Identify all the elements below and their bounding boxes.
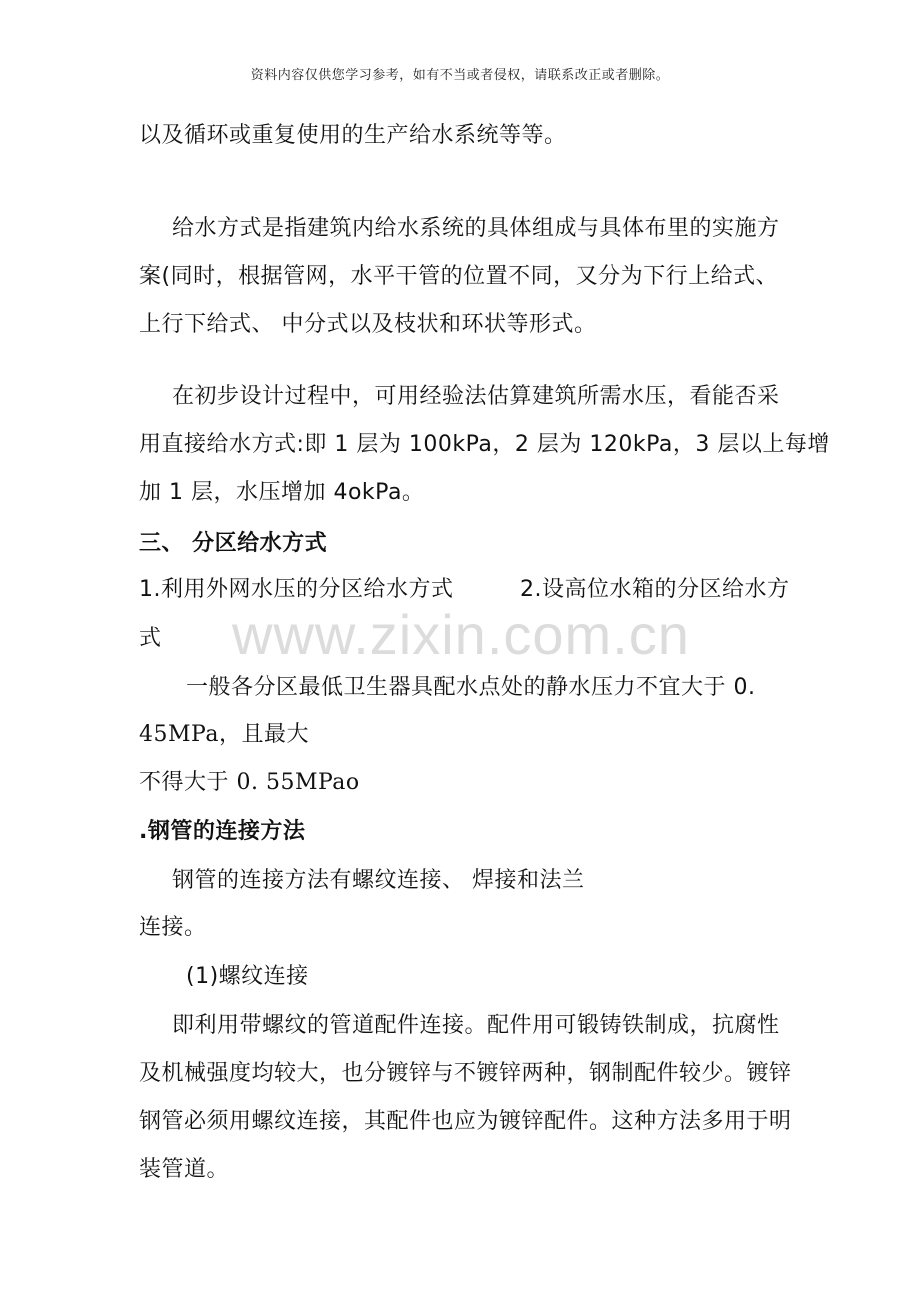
paragraph-line: 及机械强度均较大，也分镀锌与不镀锌两种，钢制配件较少。镀锌 [139,1061,792,1086]
paragraph-line: 给水方式是指建筑内给水系统的具体组成与具体布里的实施方 [172,216,780,241]
paragraph-line: 用直接给水方式:即 1 层为 100kPa，2 层为 120kPa，3 层以上每增 [139,432,830,457]
list-item: 2.设高位水箱的分区给水方 [520,577,790,602]
paragraph-line: 一般各分区最低卫生器具配水点处的静水压力不宜大于 0. [186,675,756,700]
paragraph-line: 案(同时，根据管网，水平干管的位置不同，又分为下行上给式、 [139,264,779,289]
paragraph-line: 钢管必须用螺纹连接，其配件也应为镀锌配件。这种方法多用于明 [139,1109,792,1134]
watermark: www.zixin.com.cn [232,603,690,666]
paragraph-line: 即利用带螺纹的管道配件连接。配件用可锻铸铁制成，抗腐性 [172,1013,780,1038]
paragraph-line: 连接。 [139,915,207,940]
paragraph-line: 上行下给式、 中分式以及枝状和环状等形式。 [139,312,597,337]
list-item: 1.利用外网水压的分区给水方式 [139,577,454,602]
paragraph-line: 式 [139,626,162,651]
subsection-heading: (1)螺纹连接 [186,964,309,989]
paragraph-line: 在初步设计过程中，可用经验法估算建筑所需水压，看能否采 [172,384,780,409]
paragraph-line: 以及循环或重复使用的生产给水系统等等。 [139,123,567,148]
paragraph-line: 装管道。 [139,1157,230,1182]
paragraph-line: 45MPa，且最大 [139,722,309,747]
paragraph-line: 钢管的连接方法有螺纹连接、 焊接和法兰 [172,868,585,893]
header-disclaimer: 资料内容仅供您学习参考，如有不当或者侵权，请联系改正或者删除。 [250,68,670,83]
section-heading: 三、 分区给水方式 [139,531,328,556]
paragraph-line: 不得大于 0. 55MPao [139,770,360,795]
section-heading: .钢管的连接方法 [139,819,306,844]
paragraph-line: 加 1 层，水压增加 4okPa。 [139,480,425,505]
